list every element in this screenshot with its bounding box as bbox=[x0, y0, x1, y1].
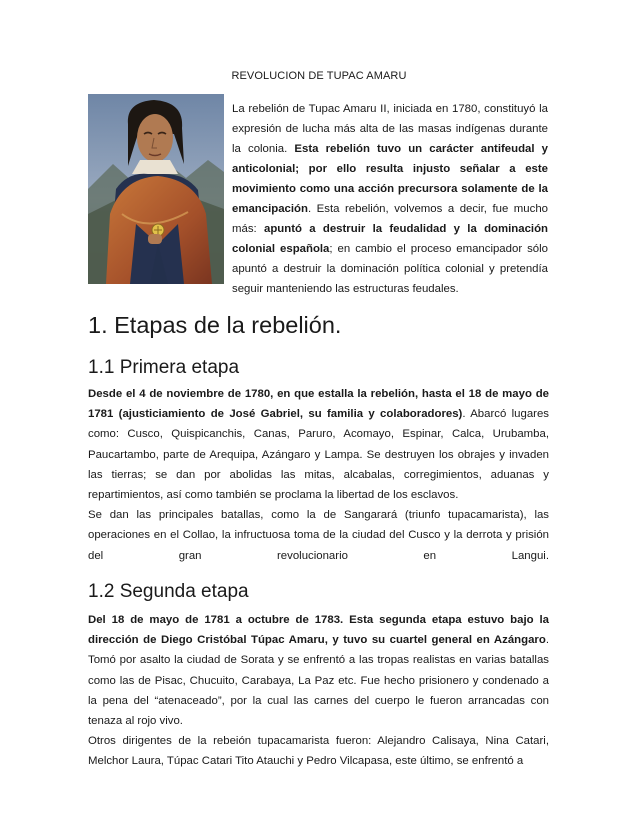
stage1-text-2: Se dan las principales batallas, como la de Sangarará (triunfo tupacamarista), las operaciones en el Collao, la infructuosa toma de la ciudad del Cusco y la derrota y prisión del gran revolucionario en Langui. bbox=[88, 509, 549, 562]
stage2-text-1: . Tomó por asalto la ciudad de Sorata y se enfrentó a las tropas realistas en varias batallas como las de Pisac, Chucuito, Carabaya, La Paz etc. Fue hecho prisionero y condenado a la pena del “atenaceado”, por la cual las carnes del cuerpo le fueron arrancadas con tenaza al rojo vivo. bbox=[88, 634, 549, 728]
intro-bold-2: apuntó a destruir la feudalidad y la dominación colonial española bbox=[232, 223, 548, 255]
page-title: REVOLUCION DE TUPAC AMARU bbox=[231, 70, 407, 82]
intro-text-3: ; en cambio el proceso emancipador sólo apuntó a destruir la dominación política colonial y pretendía seguir manteniendo las estructuras feudales. bbox=[232, 243, 548, 295]
stage2-text-2: Otros dirigentes de la rebeión tupacamarista fueron: Alejandro Calisaya, Nina Catari, Melchor Laura, Túpac Catari Tito Atauchi y Pedro Vilcapasa, este último, se enfrentó a bbox=[88, 735, 549, 768]
portrait-image bbox=[88, 94, 224, 284]
stage2-heading: 1.2 Segunda etapa bbox=[88, 581, 249, 602]
stage2-paragraph bbox=[88, 610, 549, 772]
intro-text: La rebelión de Tupac Amaru II, iniciada en 1780, constituyó la expresión de lucha más alta de las masas indígenas durante la colonia. bbox=[232, 103, 548, 155]
stage1-paragraph bbox=[88, 384, 549, 566]
stage1-heading: 1.1 Primera etapa bbox=[88, 357, 240, 378]
stage2-bold: Del 18 de mayo de 1781 a octubre de 1783. Esta segunda etapa estuvo bajo la dirección de Diego Cristóbal Túpac Amaru, y tuvo su cuartel general en Azángaro bbox=[88, 614, 549, 647]
section-heading: 1. Etapas de la rebelión. bbox=[88, 312, 342, 338]
intro-paragraph bbox=[232, 99, 548, 299]
stage1-text-1: . Abarcó lugares como: Cusco, Quispicanchis, Canas, Paruro, Acomayo, Espinar, Calca, Urubamba, Paucartambo, parte de Arequipa, Azángaro y Lampa. Se destruyen los obrajes y invaden las tierras; se dan por abolidas las mitas, alcabalas, corregimientos, aduanas y repartimientos, así como también se proclama la libertad de los esclavos. bbox=[88, 408, 549, 502]
stage1-bold: Desde el 4 de noviembre de 1780, en que estalla la rebelión, hasta el 18 de mayo de 1781 (ajusticiamiento de José Gabriel, su familia y colaboradores) bbox=[88, 388, 549, 421]
intro-text-2: . Esta rebelión, volvemos a decir, fue mucho más: bbox=[232, 203, 548, 235]
intro-bold-1: Esta rebelión tuvo un carácter antifeudal y anticolonial; por ello resulta injusto señalar a este movimiento como una acción precursora solamente de la emancipación bbox=[232, 143, 548, 215]
